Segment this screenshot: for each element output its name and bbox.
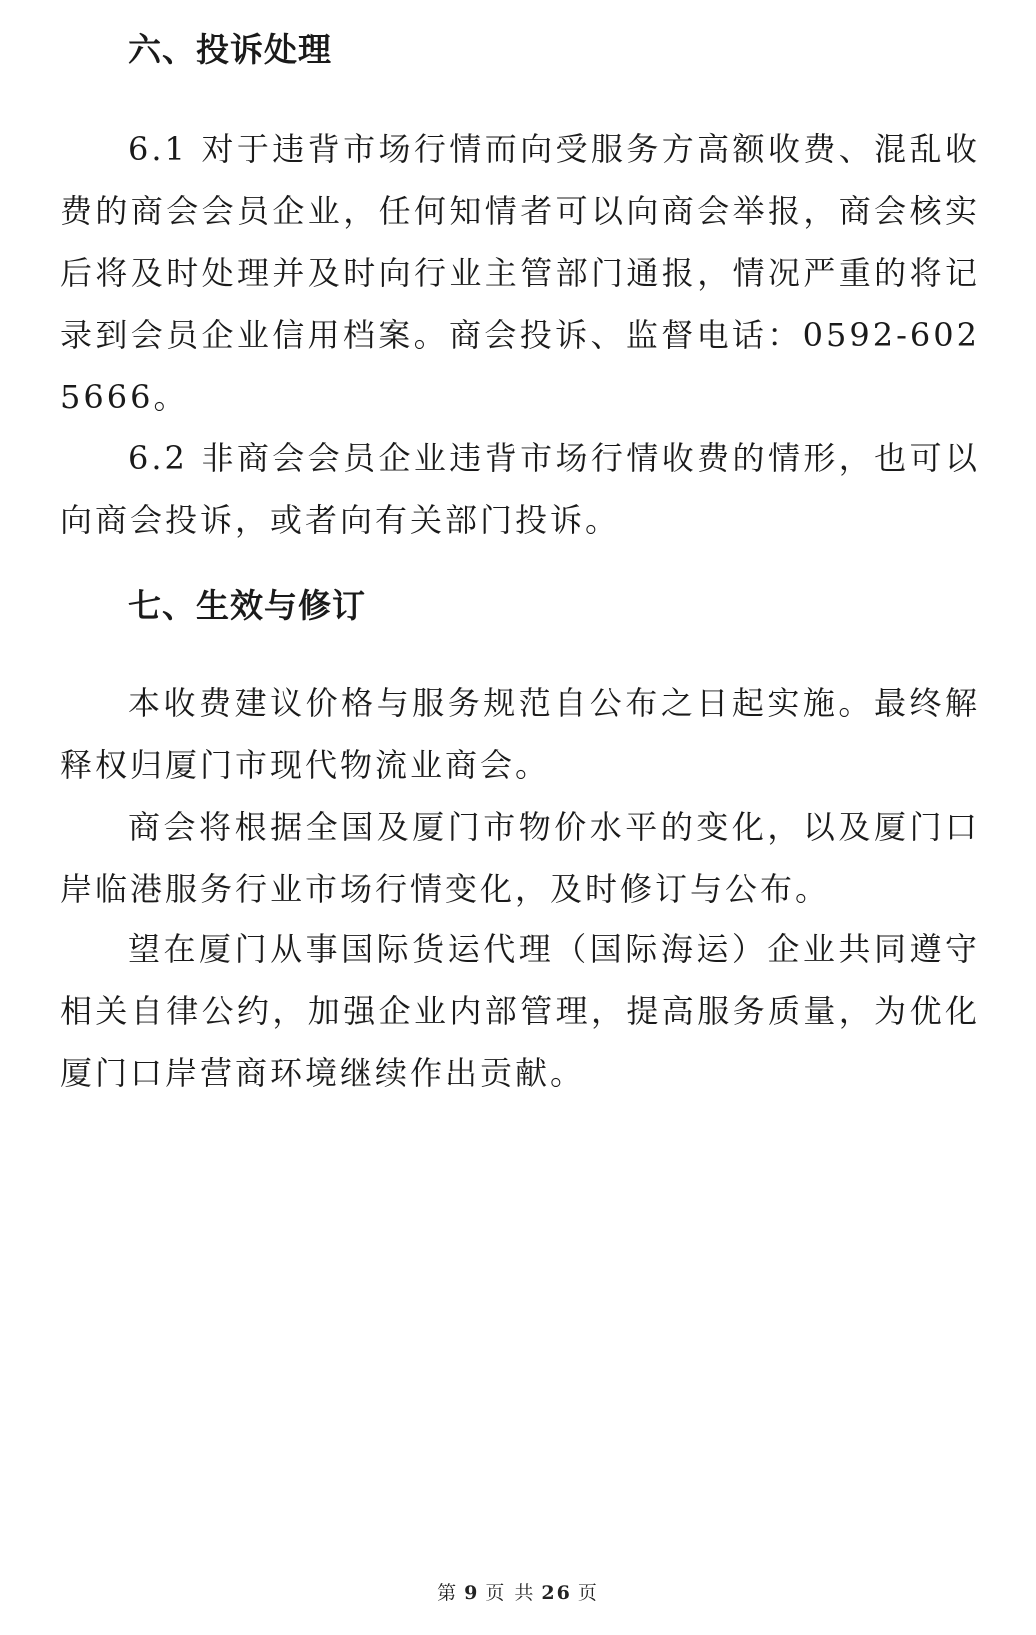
section-7-heading: 七、生效与修订 <box>128 586 366 625</box>
footer-suffix: 页 <box>577 1582 599 1604</box>
paragraph-6-1: 6.1 对于违背市场行情而向受服务方高额收费、混乱收费的商会会员企业，任何知情者可以向商会举报，商会核实后将及时处理并及时向行业主管部门通报，情况严重的将记录到会员企业信用档案。商会投诉、监督电话：0592-6025666。 <box>60 130 980 416</box>
paragraph-7-3: 望在厦门从事国际货运代理（国际海运）企业共同遵守相关自律公约，加强企业内部管理，提高服务质量，为优化厦门口岸营商环境继续作出贡献。 <box>60 930 980 1092</box>
paragraph-6-2: 6.2 非商会会员企业违背市场行情收费的情形，也可以向商会投诉，或者向有关部门投诉。 <box>60 439 980 539</box>
footer-middle: 页 共 <box>485 1582 536 1604</box>
section-6-heading: 六、投诉处理 <box>128 30 332 69</box>
paragraph-7-1: 本收费建议价格与服务规范自公布之日起实施。最终解释权归厦门市现代物流业商会。 <box>60 684 980 784</box>
total-page-number: 26 <box>541 1582 572 1604</box>
current-page-number: 9 <box>464 1582 480 1604</box>
page-number-footer <box>0 1578 1036 1605</box>
paragraph-7-2: 商会将根据全国及厦门市物价水平的变化，以及厦门口岸临港服务行业市场行情变化，及时修订与公布。 <box>60 808 980 908</box>
footer-prefix: 第 <box>437 1582 459 1604</box>
